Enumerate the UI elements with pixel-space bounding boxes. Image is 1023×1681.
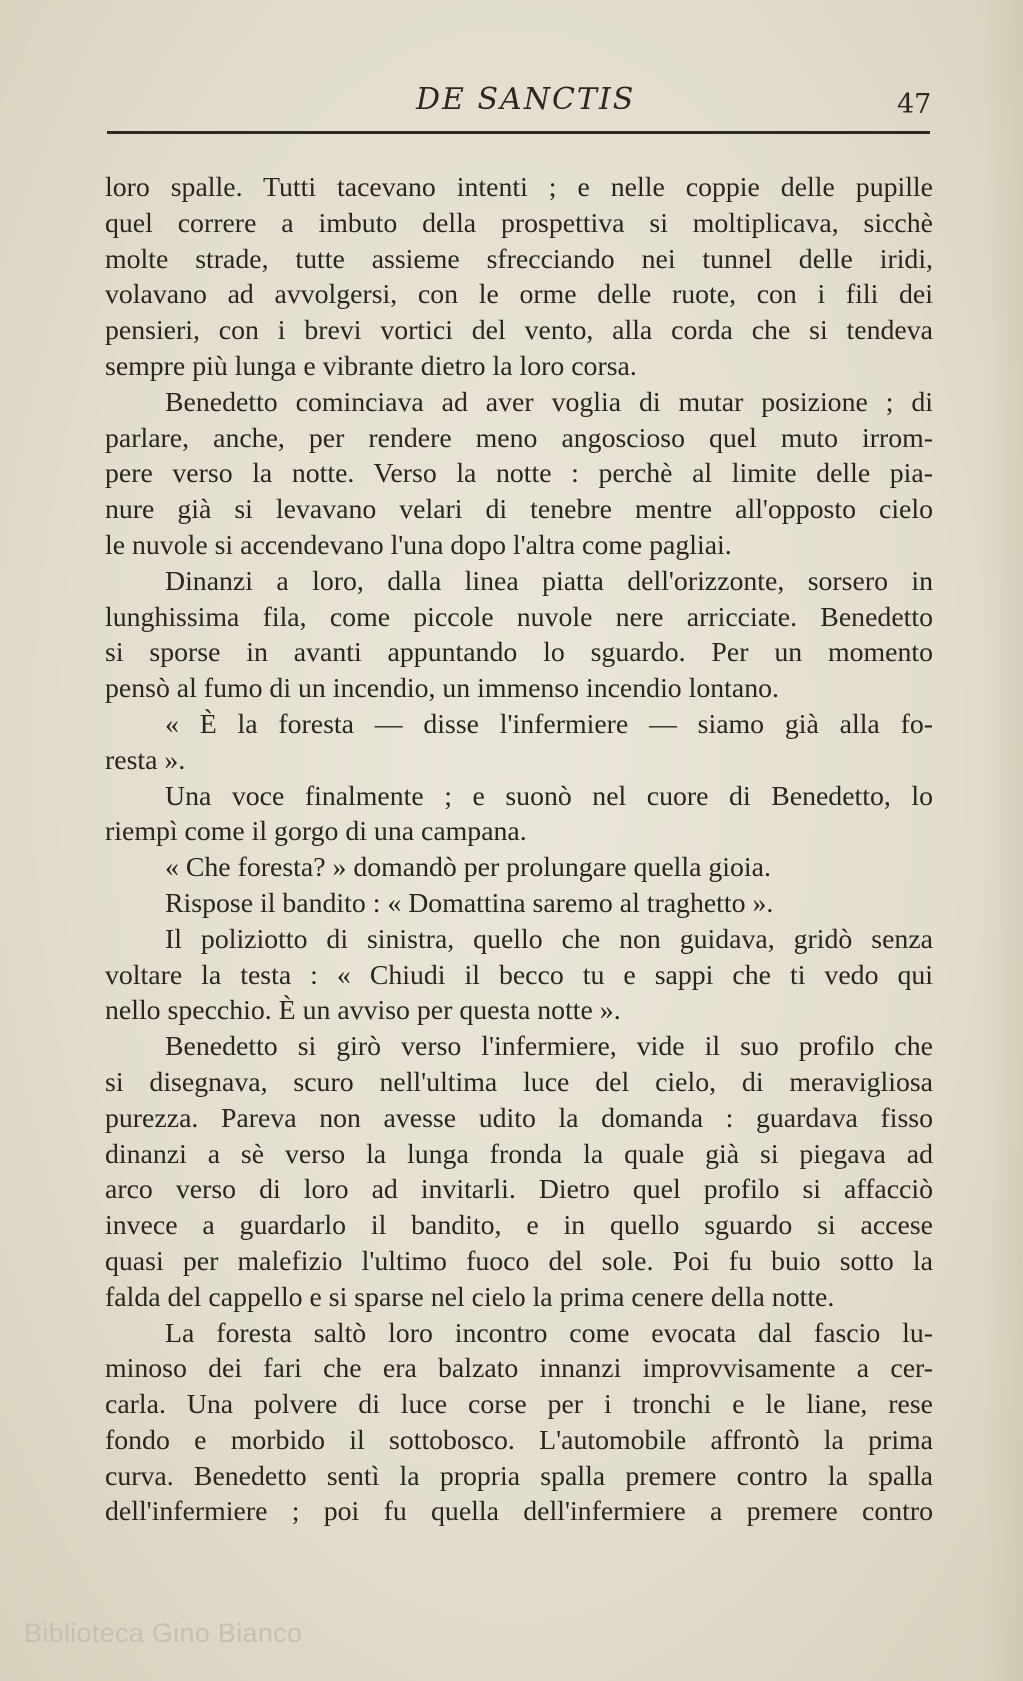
text-line: quel correre a imbuto della prospettiva si moltiplicava, sicchè	[105, 207, 933, 239]
text-line: falda del cappello e si sparse nel cielo la prima cenere della notte.	[105, 1281, 835, 1313]
running-head	[0, 80, 1023, 120]
text-line: carla. Una polvere di luce corse per i tronchi e le liane, rese	[105, 1389, 933, 1421]
text-line: La foresta saltò loro incontro come evocata dal fascio lu-	[165, 1317, 933, 1349]
text-line: volavano ad avvolgersi, con le orme delle ruote, con i fili dei	[105, 279, 933, 311]
text-line: nello specchio. È un avviso per questa notte ».	[105, 995, 621, 1027]
text-line: Una voce finalmente ; e suonò nel cuore di Benedetto, lo	[165, 780, 933, 812]
text-line: riempì come il gorgo di una campana.	[105, 816, 527, 848]
page-number: 47	[897, 89, 932, 120]
text-line: pensò al fumo di un incendio, un immenso incendio lontano.	[105, 673, 779, 705]
text-line: dell'infermiere ; poi fu quella dell'infermiere a premere contro	[105, 1496, 933, 1528]
text-line: lunghissima fila, come piccole nuvole nere arricciate. Benedetto	[105, 601, 933, 633]
text-line: dinanzi a sè verso la lunga fronda la quale già si piegava ad	[105, 1138, 933, 1170]
text-line: sempre più lunga e vibrante dietro la loro corsa.	[105, 350, 637, 382]
text-line: pere verso la notte. Verso la notte : perchè al limite delle pia-	[105, 458, 933, 490]
text-line: minoso dei fari che era balzato innanzi improvvisamente a cer-	[105, 1353, 933, 1385]
text-line: voltare la testa : « Chiudi il becco tu e sappi che ti vedo qui	[105, 959, 933, 991]
text-line: Il poliziotto di sinistra, quello che non guidava, gridò senza	[165, 923, 933, 955]
text-line: si disegnava, scuro nell'ultima luce del cielo, di meravigliosa	[105, 1066, 933, 1098]
text-line: loro spalle. Tutti tacevano intenti ; e nelle coppie delle pupille	[105, 172, 933, 203]
library-watermark: Biblioteca Gino Bianco	[24, 1618, 303, 1648]
text-line: Rispose il bandito : « Domattina saremo al traghetto ».	[165, 887, 774, 919]
text-line: Benedetto si girò verso l'infermiere, vide il suo profilo che	[165, 1031, 933, 1063]
text-line: invece a guardarlo il bandito, e in quello sguardo si accese	[105, 1210, 933, 1242]
text-line: curva. Benedetto sentì la propria spalla premere contro la spalla	[105, 1460, 933, 1492]
text-line: purezza. Pareva non avesse udito la domanda : guardava fisso	[105, 1102, 933, 1134]
text-line: si sporse in avanti appuntando lo sguardo. Per un momento	[105, 637, 933, 669]
text-line: arco verso di loro ad invitarli. Dietro quel profilo si affacciò	[105, 1174, 933, 1206]
text-line: Dinanzi a loro, dalla linea piatta dell'orizzonte, sorsero in	[165, 565, 933, 597]
header-rule	[107, 131, 930, 134]
text-line: Benedetto cominciava ad aver voglia di mutar posizione ; di	[165, 386, 933, 418]
text-line: le nuvole si accendevano l'una dopo l'altra come pagliai.	[105, 529, 732, 561]
page-edge-shadow	[983, 0, 1023, 1681]
body-text	[105, 170, 933, 1530]
text-line: « È la foresta — disse l'infermiere — siamo già alla fo-	[165, 708, 933, 740]
running-title: DE SANCTIS	[416, 82, 636, 117]
text-line: quasi per malefizio l'ultimo fuoco del sole. Poi fu buio sotto la	[105, 1245, 933, 1277]
text-line: molte strade, tutte assieme sfrecciando nei tunnel delle iridi,	[105, 243, 933, 275]
text-line: « Che foresta? » domandò per prolungare quella gioia.	[165, 852, 771, 884]
text-line: parlare, anche, per rendere meno angoscioso quel muto irrom-	[105, 422, 933, 454]
text-line: nure già si levavano velari di tenebre mentre all'opposto cielo	[105, 494, 933, 526]
text-line: fondo e morbido il sottobosco. L'automobile affrontò la prima	[105, 1424, 933, 1456]
text-line: resta ».	[105, 744, 186, 776]
text-line: pensieri, con i brevi vortici del vento, alla corda che si tendeva	[105, 315, 933, 347]
